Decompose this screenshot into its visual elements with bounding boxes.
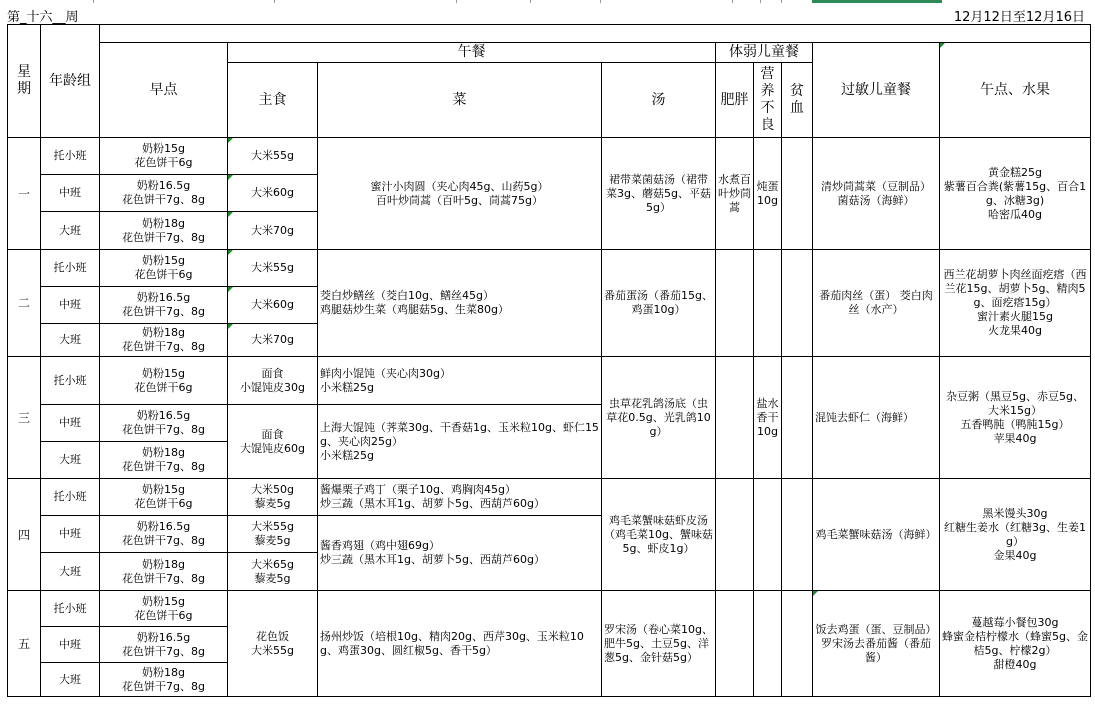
soup-cell[interactable]: 裙带菜菌菇汤（裙带菜3g、蘑菇5g、平菇5g）	[602, 138, 716, 250]
breakfast-cell[interactable]: 奶粉16.5g 花色饼干7g、8g	[100, 516, 228, 553]
breakfast-cell[interactable]: 奶粉18g 花色饼干7g、8g	[100, 663, 228, 697]
staple-cell[interactable]: 大米55g 藜麦5g	[228, 516, 318, 553]
header-age-group[interactable]: 年龄组	[41, 25, 100, 138]
staple-cell[interactable]: 大米65g 藜麦5g	[228, 553, 318, 591]
breakfast-cell[interactable]: 奶粉18g 花色饼干7g、8g	[100, 553, 228, 591]
anemia-cell[interactable]	[782, 138, 813, 250]
weekday-mon[interactable]: 一	[8, 138, 41, 250]
header-anemia[interactable]: 贫血	[782, 63, 813, 138]
header-soup[interactable]: 汤	[602, 63, 716, 138]
staple-cell[interactable]: 大米50g 藜麦5g	[228, 479, 318, 516]
weekday-fri[interactable]: 五	[8, 591, 41, 697]
breakfast-cell[interactable]: 奶粉15g 花色饼干6g	[100, 591, 228, 627]
group-small[interactable]: 托小班	[41, 357, 100, 405]
allergy-cell[interactable]: 饭去鸡蛋（蛋、豆制品） 罗宋汤去番茄酱（番茄酱）	[813, 591, 940, 697]
selected-column-highlight	[812, 0, 942, 3]
obese-cell[interactable]	[716, 591, 754, 697]
allergy-cell[interactable]: 番茄肉丝（蛋） 茭白肉丝（水产）	[813, 250, 940, 357]
weekday-wed[interactable]: 三	[8, 357, 41, 479]
header-malnutrition[interactable]: 营养不良	[754, 63, 782, 138]
allergy-cell[interactable]: 清炒茼蒿菜（豆制品） 菌菇汤（海鲜）	[813, 138, 940, 250]
malnutrition-cell[interactable]	[754, 250, 782, 357]
group-middle[interactable]: 中班	[41, 405, 100, 442]
column-divider	[93, 0, 94, 3]
header-blank-row[interactable]	[100, 25, 1091, 43]
group-middle[interactable]: 中班	[41, 627, 100, 663]
dish-cell[interactable]: 蜜汁小肉圆（夹心肉45g、山药5g） 百叶炒茼蒿（百叶5g、茼蒿75g）	[318, 138, 602, 250]
snack-cell[interactable]: 黄金糕25g 紫薯百合粪(紫薯15g、百合1g、冰糖3g) 哈密瓜40g	[940, 138, 1091, 250]
header-breakfast[interactable]: 早点	[100, 43, 228, 138]
malnutrition-cell[interactable]	[754, 479, 782, 591]
column-divider	[732, 0, 733, 3]
group-big[interactable]: 大班	[41, 442, 100, 479]
allergy-cell[interactable]: 混饨去虾仁（海鲜）	[813, 357, 940, 479]
staple-cell[interactable]: 大米70g	[228, 324, 318, 357]
group-middle[interactable]: 中班	[41, 287, 100, 324]
obese-cell[interactable]	[716, 250, 754, 357]
obese-cell[interactable]	[716, 357, 754, 479]
group-small[interactable]: 托小班	[41, 250, 100, 287]
header-lunch[interactable]: 午餐	[228, 43, 716, 63]
soup-cell[interactable]: 虫草花乳鸽汤底（虫草花0.5g、光乳鸽10g）	[602, 357, 716, 479]
header-snack-fruit[interactable]: 午点、水果	[940, 43, 1091, 138]
staple-cell[interactable]: 大米55g	[228, 138, 318, 175]
breakfast-cell[interactable]: 奶粉16.5g 花色饼干7g、8g	[100, 405, 228, 442]
group-small[interactable]: 托小班	[41, 591, 100, 627]
menu-table	[7, 24, 1091, 697]
breakfast-cell[interactable]: 奶粉18g 花色饼干7g、8g	[100, 324, 228, 357]
dish-cell[interactable]: 酱爆栗子鸡丁（栗子10g、鸡胸肉45g） 炒三蔬（黑木耳1g、胡萝卜5g、西葫芦60g）	[318, 479, 602, 516]
group-big[interactable]: 大班	[41, 212, 100, 250]
header-staple[interactable]: 主食	[228, 63, 318, 138]
dish-cell[interactable]: 扬州炒饭（培根10g、精肉20g、西芹30g、玉米粒10g、鸡蛋30g、圆红椒5g、香干5g）	[318, 591, 602, 697]
snack-cell[interactable]: 杂豆粥（黑豆5g、赤豆5g、大米15g） 五香鸭肫（鸭肫15g） 苹果40g	[940, 357, 1091, 479]
group-middle[interactable]: 中班	[41, 516, 100, 553]
soup-cell[interactable]: 罗宋汤（卷心菜10g、肥牛5g、土豆5g、洋葱5g、金针菇5g）	[602, 591, 716, 697]
staple-cell[interactable]: 大米55g	[228, 250, 318, 287]
breakfast-cell[interactable]: 奶粉15g 花色饼干6g	[100, 357, 228, 405]
soup-cell[interactable]: 鸡毛菜蟹味菇虾皮汤（鸡毛菜10g、蟹味菇5g、虾皮1g）	[602, 479, 716, 591]
allergy-cell[interactable]: 鸡毛菜蟹味菇汤（海鲜）	[813, 479, 940, 591]
obese-cell[interactable]	[716, 479, 754, 591]
anemia-cell[interactable]	[782, 357, 813, 479]
anemia-cell[interactable]	[782, 479, 813, 591]
malnutrition-cell[interactable]: 盐水香干10g	[754, 357, 782, 479]
group-big[interactable]: 大班	[41, 663, 100, 697]
breakfast-cell[interactable]: 奶粉18g 花色饼干7g、8g	[100, 212, 228, 250]
snack-cell[interactable]: 西兰花胡萝卜肉丝面疙瘩（西兰花15g、胡萝卜5g、精肉5g、面疙瘩15g） 蜜汁素火腿15g 火龙果40g	[940, 250, 1091, 357]
snack-cell[interactable]: 黑米馒头30g 红糖生姜水（红糖3g、生姜1g） 金果40g	[940, 479, 1091, 591]
staple-cell[interactable]: 面食 大馄饨皮60g	[228, 405, 318, 479]
group-small[interactable]: 托小班	[41, 479, 100, 516]
column-divider	[274, 0, 275, 3]
breakfast-cell[interactable]: 奶粉15g 花色饼干6g	[100, 138, 228, 175]
week-label[interactable]: 第_十六__周	[7, 10, 79, 25]
breakfast-cell[interactable]: 奶粉15g 花色饼干6g	[100, 479, 228, 516]
staple-cell[interactable]: 大米60g	[228, 175, 318, 212]
staple-cell[interactable]: 花色饭 大米55g	[228, 591, 318, 697]
anemia-cell[interactable]	[782, 591, 813, 697]
breakfast-cell[interactable]: 奶粉18g 花色饼干7g、8g	[100, 442, 228, 479]
breakfast-cell[interactable]: 奶粉15g 花色饼干6g	[100, 250, 228, 287]
staple-cell[interactable]: 大米70g	[228, 212, 318, 250]
header-allergy-meal[interactable]: 过敏儿童餐	[813, 43, 940, 138]
header-weak-meal[interactable]: 体弱儿童餐	[716, 43, 813, 63]
header-obese[interactable]: 肥胖	[716, 63, 754, 138]
malnutrition-cell[interactable]: 炖蛋10g	[754, 138, 782, 250]
header-weekday[interactable]: 星期	[8, 25, 41, 138]
header-dish[interactable]: 菜	[318, 63, 602, 138]
column-divider	[781, 0, 782, 3]
breakfast-cell[interactable]: 奶粉16.5g 花色饼干7g、8g	[100, 627, 228, 663]
weekday-thu[interactable]: 四	[8, 479, 41, 591]
snack-cell[interactable]: 蔓越莓小餐包30g 蜂蜜金桔柠檬水（蜂蜜5g、金桔5g、柠檬2g） 甜橙40g	[940, 591, 1091, 697]
malnutrition-cell[interactable]	[754, 591, 782, 697]
breakfast-cell[interactable]: 奶粉16.5g 花色饼干7g、8g	[100, 175, 228, 212]
obese-cell[interactable]: 水煮百叶炒茼蒿	[716, 138, 754, 250]
staple-cell[interactable]: 面食 小馄饨皮30g	[228, 357, 318, 405]
soup-cell[interactable]: 番茄蛋汤（番茄15g、鸡蛋10g）	[602, 250, 716, 357]
dish-cell[interactable]: 上海大馄饨（荠菜30g、干香菇1g、玉米粒10g、虾仁15g、夹心肉25g） 小米糕25g	[318, 405, 602, 479]
dish-cell[interactable]: 茭白炒鳝丝（茭白10g、鳝丝45g） 鸡腿菇炒生菜（鸡腿菇5g、生菜80g）	[318, 250, 602, 357]
column-divider	[600, 0, 601, 3]
group-small[interactable]: 托小班	[41, 138, 100, 175]
breakfast-cell[interactable]: 奶粉16.5g 花色饼干7g、8g	[100, 287, 228, 324]
dish-cell[interactable]: 鲜肉小馄饨（夹心肉30g） 小米糕25g	[318, 357, 602, 405]
staple-cell[interactable]: 大米60g	[228, 287, 318, 324]
group-big[interactable]: 大班	[41, 553, 100, 591]
column-divider	[760, 0, 761, 3]
group-middle[interactable]: 中班	[41, 175, 100, 212]
column-divider	[456, 0, 457, 3]
anemia-cell[interactable]	[782, 250, 813, 357]
date-range[interactable]: 12月12日至12月16日	[953, 10, 1085, 25]
spreadsheet-top-strip	[0, 0, 1095, 4]
column-divider	[530, 0, 531, 3]
group-big[interactable]: 大班	[41, 324, 100, 357]
dish-cell[interactable]: 酱香鸡翅（鸡中翅69g） 炒三蔬（黑木耳1g、胡萝卜5g、西葫芦60g）	[318, 516, 602, 591]
weekday-tue[interactable]: 二	[8, 250, 41, 357]
